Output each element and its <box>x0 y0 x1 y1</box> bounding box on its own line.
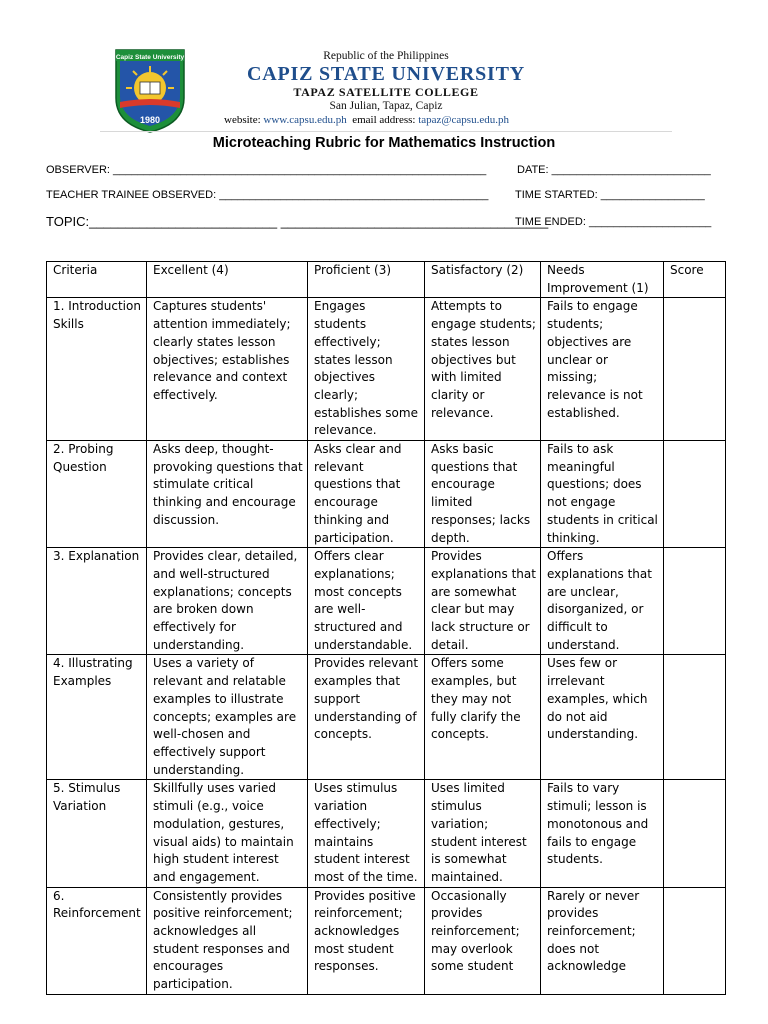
time-ended-field: TIME ENDED: ____________________ <box>515 216 712 228</box>
letterhead-text <box>216 50 556 113</box>
excellent-cell: Uses a variety of relevant and relatable examples to illustrate concepts; examples are well-chosen and effectively support understanding. <box>147 655 308 780</box>
score-cell[interactable] <box>664 887 726 994</box>
header-proficient: Proficient (3) <box>308 262 425 298</box>
university-name: CAPIZ STATE UNIVERSITY <box>246 63 526 85</box>
time-started-field: TIME STARTED: _________________ <box>515 189 705 201</box>
letterhead <box>96 40 672 136</box>
rubric-table <box>46 261 726 995</box>
topic-field: TOPIC:__________________________ _____________________________________ <box>46 214 549 229</box>
proficient-cell: Uses stimulus variation effectively; maintains student interest most of the time. <box>308 780 425 887</box>
header-score: Score <box>664 262 726 298</box>
satisfactory-cell: Attempts to engage students; states lesson objectives but with limited clarity or relevance. <box>425 298 541 441</box>
table-row <box>47 548 726 655</box>
table-row <box>47 780 726 887</box>
needs-improvement-cell: Uses few or irrelevant examples, which do not aid understanding. <box>541 655 664 780</box>
excellent-cell: Provides clear, detailed, and well-structured explanations; concepts are broken down effectively for understanding. <box>147 548 308 655</box>
email-link[interactable]: tapaz@capsu.edu.ph <box>418 114 509 126</box>
trainee-field: TEACHER TRAINEE OBSERVED: ____________________________________________ <box>46 189 489 201</box>
proficient-cell: Engages students effectively; states lesson objectives clearly; establishes some relevance. <box>308 298 425 441</box>
needs-improvement-cell: Offers explanations that are unclear, disorganized, or difficult to understand. <box>541 548 664 655</box>
score-cell[interactable] <box>664 548 726 655</box>
satisfactory-cell: Offers some examples, but they may not fully clarify the concepts. <box>425 655 541 780</box>
seal-name-text: Capiz State University <box>115 54 185 61</box>
needs-improvement-cell: Fails to vary stimuli; lesson is monotonous and fails to engage students. <box>541 780 664 887</box>
proficient-cell: Asks clear and relevant questions that encourage thinking and participation. <box>308 441 425 548</box>
header-divider <box>100 131 672 132</box>
proficient-cell: Offers clear explanations; most concepts are well-structured and understandable. <box>308 548 425 655</box>
observer-field: OBSERVER: _____________________________________________________________ <box>46 164 487 176</box>
republic-line: Republic of the Philippines <box>323 50 449 62</box>
contact-line <box>224 114 674 127</box>
satisfactory-cell: Occasionally provides reinforcement; may overlook some student <box>425 887 541 994</box>
table-row <box>47 655 726 780</box>
criteria-cell: 2. Probing Question <box>47 441 147 548</box>
score-cell[interactable] <box>664 298 726 441</box>
satisfactory-cell: Uses limited stimulus variation; student interest is somewhat maintained. <box>425 780 541 887</box>
website-link[interactable]: www.capsu.edu.ph <box>263 114 347 126</box>
date-field: DATE: __________________________ <box>517 164 711 176</box>
satisfactory-cell: Asks basic questions that encourage limited responses; lacks depth. <box>425 441 541 548</box>
excellent-cell: Skillfully uses varied stimuli (e.g., voice modulation, gestures, visual aids) to maintain high student interest and engagement. <box>147 780 308 887</box>
excellent-cell: Consistently provides positive reinforcement; acknowledges all student responses and encourages participation. <box>147 887 308 994</box>
satisfactory-cell: Provides explanations that are somewhat clear but may lack structure or detail. <box>425 548 541 655</box>
table-row <box>47 298 726 441</box>
college-address: San Julian, Tapaz, Capiz <box>329 100 443 112</box>
proficient-cell: Provides relevant examples that support understanding of concepts. <box>308 655 425 780</box>
criteria-cell: 5. Stimulus Variation <box>47 780 147 887</box>
table-row <box>47 441 726 548</box>
header-criteria: Criteria <box>47 262 147 298</box>
score-cell[interactable] <box>664 441 726 548</box>
header-excellent: Excellent (4) <box>147 262 308 298</box>
needs-improvement-cell: Fails to engage students; objectives are unclear or missing; relevance is not established. <box>541 298 664 441</box>
website-label: website: <box>224 114 261 126</box>
proficient-cell: Provides positive reinforcement; acknowledges most student responses. <box>308 887 425 994</box>
college-name: TAPAZ SATELLITE COLLEGE <box>293 85 479 99</box>
university-seal-icon <box>112 46 188 134</box>
header-satisfactory: Satisfactory (2) <box>425 262 541 298</box>
needs-improvement-cell: Fails to ask meaningful questions; does not engage students in critical thinking. <box>541 441 664 548</box>
score-cell[interactable] <box>664 780 726 887</box>
email-label: email address: <box>352 114 416 126</box>
table-row <box>47 887 726 994</box>
document-title: Microteaching Rubric for Mathematics Instruction <box>212 135 556 151</box>
seal-year-text: 1980 <box>139 115 161 125</box>
criteria-cell: 6. Reinforcement <box>47 887 147 994</box>
table-header-row <box>47 262 726 298</box>
header-needs-improvement: Needs Improvement (1) <box>541 262 664 298</box>
score-cell[interactable] <box>664 655 726 780</box>
excellent-cell: Captures students' attention immediately; clearly states lesson objectives; establishes relevance and context effectively. <box>147 298 308 441</box>
needs-improvement-cell: Rarely or never provides reinforcement; does not acknowledge <box>541 887 664 994</box>
criteria-cell: 1. Introduction Skills <box>47 298 147 441</box>
excellent-cell: Asks deep, thought-provoking questions that stimulate critical thinking and encourage discussion. <box>147 441 308 548</box>
criteria-cell: 4. Illustrating Examples <box>47 655 147 780</box>
criteria-cell: 3. Explanation <box>47 548 147 655</box>
